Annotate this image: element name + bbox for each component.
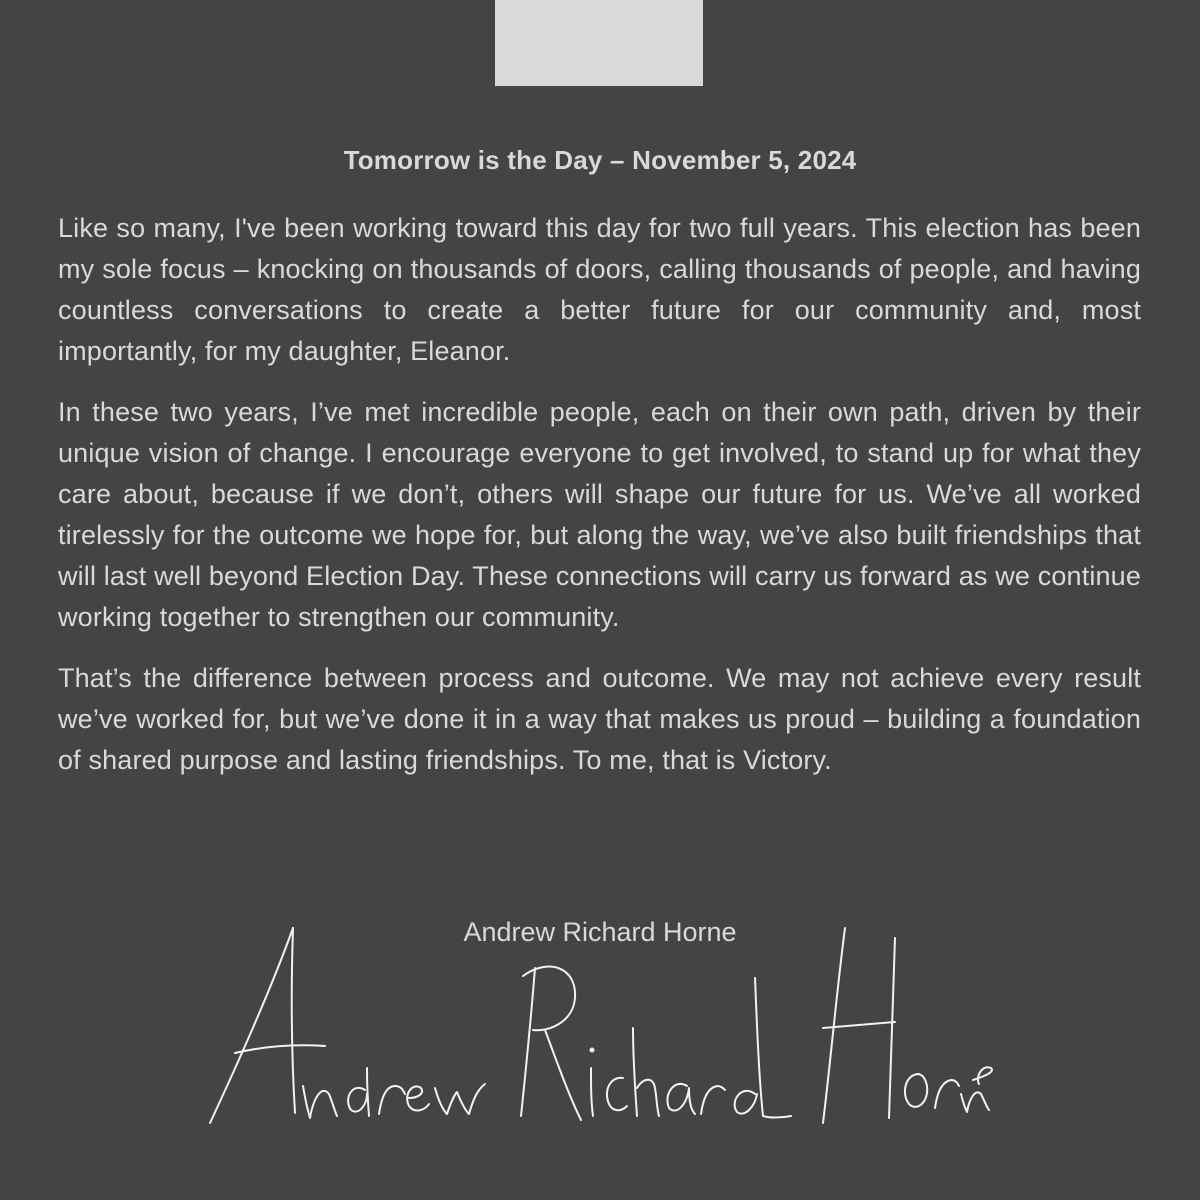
letter-body — [58, 208, 1141, 801]
letter-title: Tomorrow is the Day – November 5, 2024 — [343, 145, 857, 175]
paragraph-1: Like so many, I've been working toward this day for two full years. This election has been my sole focus – knocking on thousands of doors, calling thousands of people, and having countless conversations to create a better future for our community and, most importantly, for my daughter, Eleanor. — [58, 213, 1141, 366]
paragraph-2: In these two years, I’ve met incredible people, each on their own path, driven by their unique vision of change. I encourage everyone to get involved, to stand up for what they care about, because if we don’t, others will shape our future for us. We’ve all worked tirelessly for the outcome we hope for, but along the way, we’ve also built friendships that will last well beyond Election Day. These connections will carry us forward as we continue working together to strengthen our community. — [58, 397, 1141, 632]
signer-name: Andrew Richard Horne — [463, 917, 737, 947]
top-tab-decoration — [495, 0, 703, 86]
handwritten-signature — [195, 918, 1005, 1138]
paragraph-3: That’s the difference between process and outcome. We may not achieve every result we’ve worked for, but we’ve done it in a way that makes us proud – building a foundation of shared purpose and lasting friendships. To me, that is Victory. — [58, 663, 1141, 775]
